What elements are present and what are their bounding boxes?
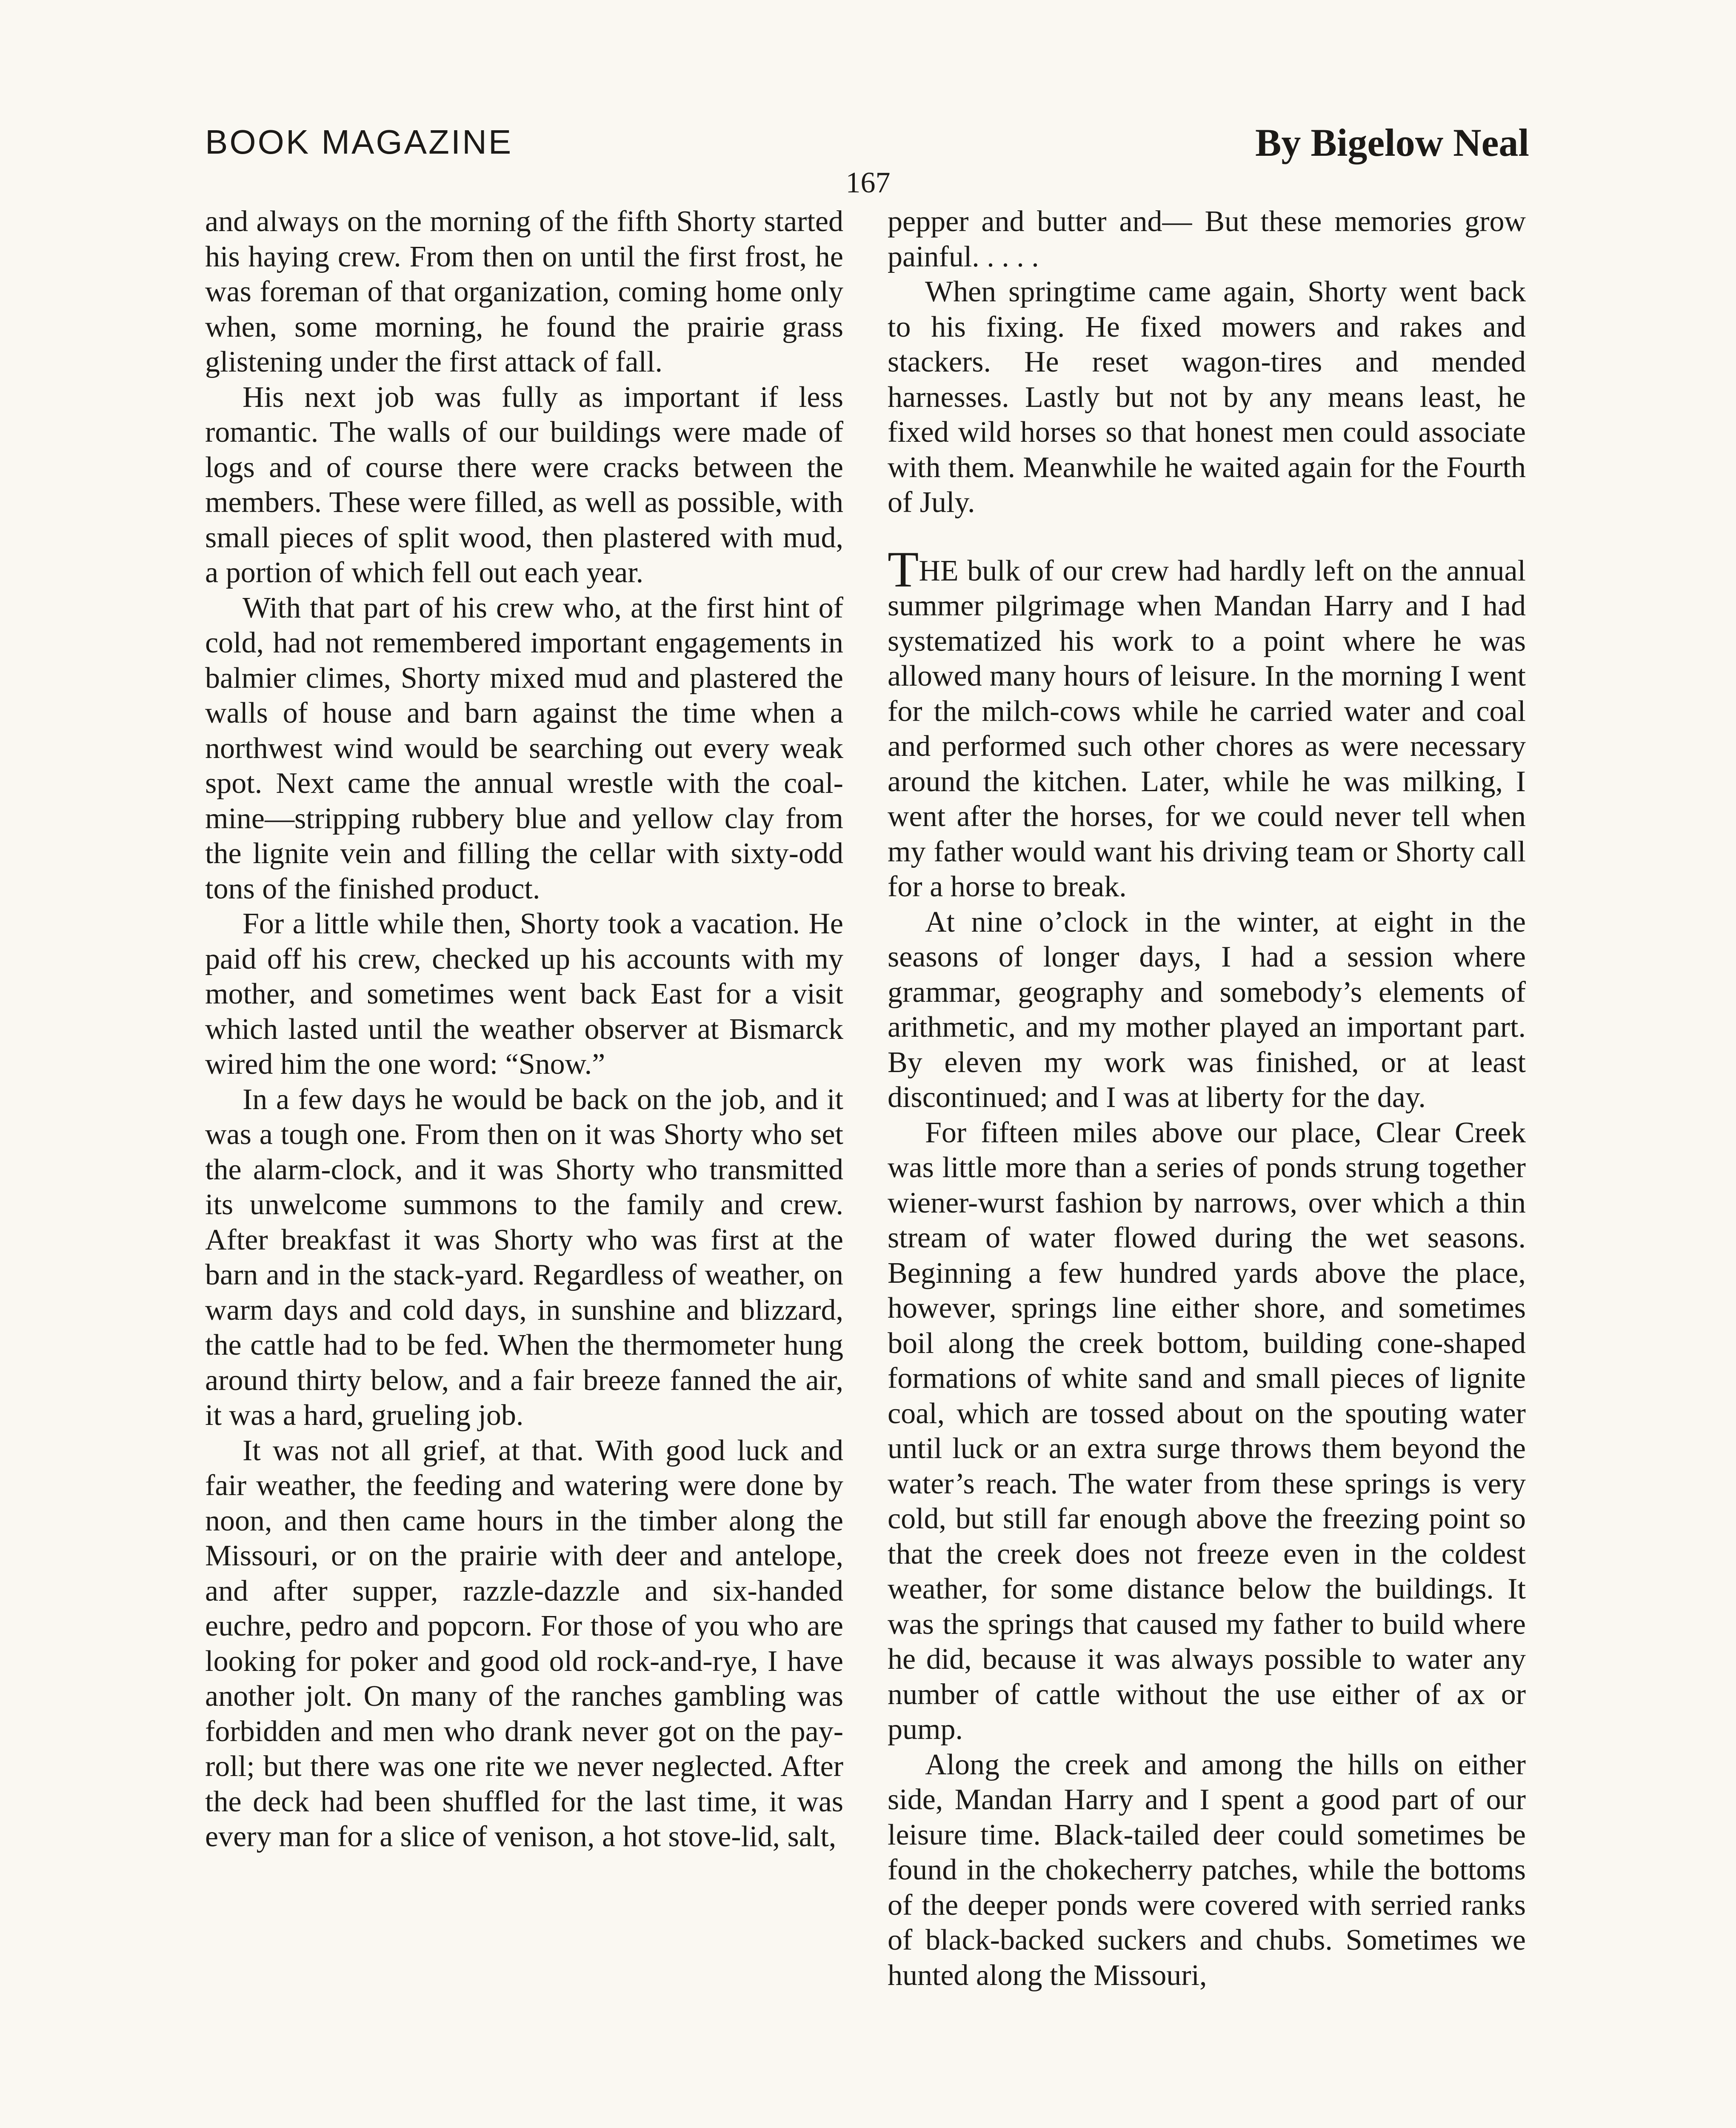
left-column bbox=[205, 204, 843, 1855]
page-header-publication: BOOK MAGAZINE bbox=[205, 123, 513, 161]
paragraph: In a few days he would be back on the job, and it was a tough one. From then on it was Shorty who set the alarm-clock, and it was Shorty who transmitted its unwelcome summons to the family and crew. After breakfast it was Shorty who was first at the barn and in the stack-yard. Regardless of weather, on warm days and cold days, in sunshine and blizzard, the cattle had to be fed. When the thermometer hung around thirty below, and a fair breeze fanned the air, it was a hard, grueling job. bbox=[205, 1083, 843, 1432]
drop-cap: T bbox=[888, 541, 919, 598]
paragraph: It was not all grief, at that. With good luck and fair weather, the feeding and watering were done by noon, and then came hours in the timber along the Missouri, or on the prairie with deer and antelope, and after supper, razzle-dazzle and six-handed euchre, pedro and popcorn. For those of you who are looking for poker and good old rock-and-rye, I have another jolt. On many of the ranches gambling was forbidden and men who drank never got on the pay-roll; but there was one rite we never neglected. After the deck had been shuffled for the last time, it was every man for a slice of venison, a hot stove-lid, salt, bbox=[205, 1434, 843, 1853]
paragraph: His next job was fully as important if less romantic. The walls of our buildings were made of logs and of course there were cracks between the members. These were filled, as well as possible, with small pieces of split wood, then plastered with mud, a portion of which fell out each year. bbox=[205, 380, 843, 589]
page-header-byline: By Bigelow Neal bbox=[1255, 121, 1529, 164]
paragraph: For a little while then, Shorty took a vacation. He paid off his crew, checked up his accounts with my mother, and sometimes went back East for a visit which lasted until the weather observer at Bismarck wired him the one word: “Snow.” bbox=[205, 907, 843, 1081]
paragraph: At nine o’clock in the winter, at eight in the seasons of longer days, I had a session where grammar, geography and somebody’s elements of arithmetic, and my mother played an important part. By eleven my work was finished, or at least discontinued; and I was at liberty for the day. bbox=[888, 905, 1526, 1114]
page-number: 167 bbox=[845, 166, 891, 199]
paragraph: With that part of his crew who, at the first hint of cold, had not remembered important engagements in balmier climes, Shorty mixed mud and plastered the walls of house and barn against the time when a northwest wind would be searching out every weak spot. Next came the annual wrestle with the coal-mine—stripping rubbery blue and yellow clay from the lignite vein and filling the cellar with sixty-odd tons of the finished product. bbox=[205, 591, 843, 905]
right-column bbox=[888, 204, 1526, 1993]
section-opening-paragraph bbox=[888, 541, 1526, 905]
paragraph: For fifteen miles above our place, Clear Creek was little more than a series of ponds strung together wiener-wurst fashion by narrows, over which a thin stream of water flowed during the wet seasons. Beginning a few hundred yards above the place, however, springs line either shore, and sometimes boil along the creek bottom, building cone-shaped formations of white sand and small pieces of lignite coal, which are tossed about on the spouting water until luck or an extra surge throws them beyond the water’s reach. The water from these springs is very cold, but still far enough above the freezing point so that the creek does not freeze even in the coldest weather, for some distance below the buildings. It was the springs that caused my father to build where he did, because it was always possible to water any number of cattle without the use either of ax or pump. bbox=[888, 1116, 1526, 1746]
opening-paragraph-text: bulk of our crew had hardly left on the annual summer pilgrimage when Mandan Harry and I had systematized his work to a point where he was allowed many hours of leisure. In the morning I went for the milch-cows while he carried water and coal and performed such other chores as were necessary around the kitchen. Later, while he was milking, I went after the horses, for we could never tell when my father would want his driving team or Shorty call for a horse to break. bbox=[888, 554, 1526, 903]
opening-word-rest: HE bbox=[919, 554, 959, 587]
paragraph: When springtime came again, Shorty went back to his fixing. He fixed mowers and rakes and stackers. He reset wagon-tires and mended harnesses. Lastly but not by any means least, he fixed wild horses so that honest men could associate with them. Meanwhile he waited again for the Fourth of July. bbox=[888, 275, 1526, 519]
paragraph: Along the creek and among the hills on either side, Mandan Harry and I spent a good part of our leisure time. Black-tailed deer could sometimes be found in the chokecherry patches, while the bottoms of the deeper ponds were covered with serried ranks of black-backed suckers and chubs. Sometimes we hunted along the Missouri, bbox=[888, 1748, 1526, 1992]
section-break bbox=[888, 521, 1526, 554]
paragraph: pepper and butter and— But these memories grow painful. . . . . bbox=[888, 205, 1526, 273]
paragraph: and always on the morning of the fifth Shorty started his haying crew. From then on until the first frost, he was foreman of that organization, coming home only when, some morning, he found the prairie grass glistening under the first attack of fall. bbox=[205, 205, 843, 378]
